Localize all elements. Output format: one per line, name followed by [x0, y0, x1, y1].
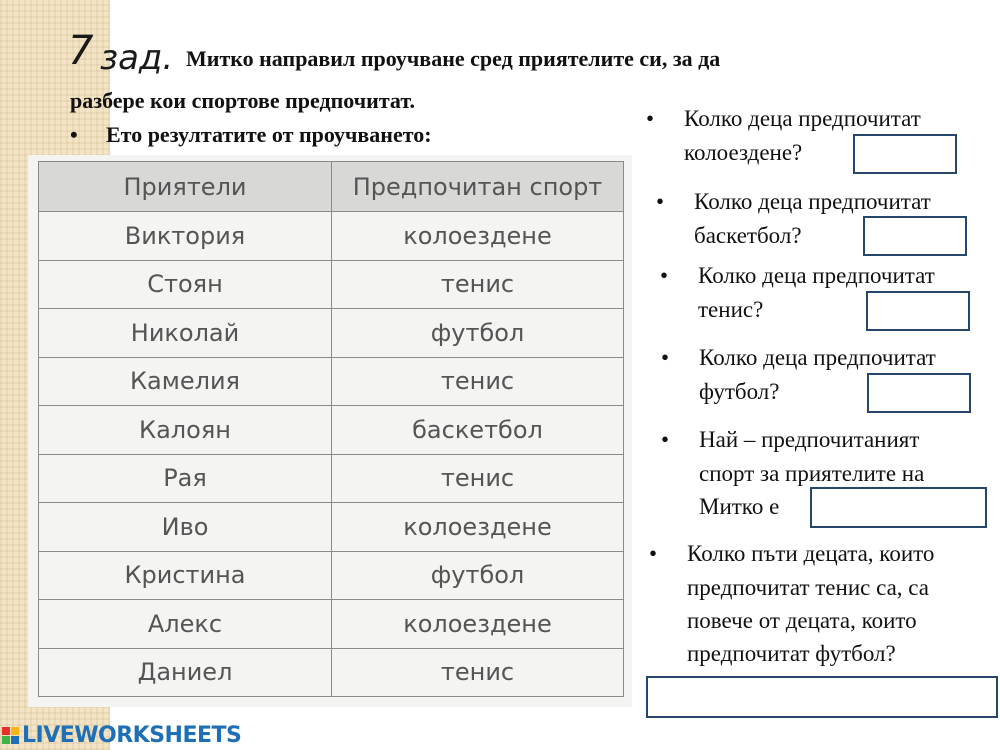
task-number: 7: [68, 28, 95, 74]
friend-name: Рая: [39, 454, 332, 503]
question-line: предпочитат футбол?: [687, 641, 896, 666]
answer-input-tennis-vs-football[interactable]: [646, 676, 998, 718]
friend-name: Кристина: [39, 551, 332, 600]
logo-text: LIVEWORKSHEETS: [22, 722, 242, 748]
bullet-icon: •: [660, 263, 669, 288]
bullet-icon: •: [656, 189, 665, 214]
friend-sport: футбол: [332, 551, 624, 600]
question-line: Колко деца предпочитат: [699, 345, 936, 370]
friend-name: Николай: [39, 309, 332, 358]
friend-sport: тенис: [332, 260, 624, 309]
table-row: [39, 212, 624, 261]
friend-name: Калоян: [39, 406, 332, 455]
question-line: Най – предпочитаният: [699, 427, 920, 452]
question-line: предпочитат тенис са, са: [687, 575, 929, 600]
intro-line-2: разбере кои спортове предпочитат.: [70, 88, 415, 113]
bullet-icon: •: [649, 541, 658, 566]
logo-square: [2, 727, 10, 735]
liveworksheets-logo: [2, 722, 241, 748]
logo-square: [2, 736, 10, 744]
friend-name: Виктория: [39, 212, 332, 261]
friend-sport: колоездене: [332, 503, 624, 552]
table-row: [39, 600, 624, 649]
answer-input-cycling[interactable]: [853, 134, 957, 174]
column-header-sport: Предпочитан спорт: [332, 162, 624, 212]
question-line: тенис?: [698, 297, 764, 322]
table-row: [39, 406, 624, 455]
friend-name: Алекс: [39, 600, 332, 649]
intro-line-1: Митко направил проучване сред приятелите си, за да: [186, 46, 721, 71]
friend-name: Иво: [39, 503, 332, 552]
table-row: [39, 648, 624, 697]
answer-input-tennis[interactable]: [866, 291, 970, 331]
question-line: футбол?: [699, 379, 780, 404]
question-line: колоездене?: [684, 140, 803, 165]
logo-mark-icon: [2, 727, 19, 744]
friend-sport: футбол: [332, 309, 624, 358]
logo-square: [11, 736, 19, 744]
table-row: [39, 503, 624, 552]
question-line: Колко деца предпочитат: [694, 189, 931, 214]
intro-line-3-text: Ето резултатите от проучването:: [106, 122, 432, 147]
friend-sport: баскетбол: [332, 406, 624, 455]
table-row: [39, 357, 624, 406]
bullet-icon: •: [646, 106, 655, 131]
survey-table: [38, 161, 624, 697]
question-line: Митко е: [699, 494, 780, 519]
bullet-icon: •: [661, 427, 670, 452]
friend-sport: тенис: [332, 648, 624, 697]
intro-line-3: [70, 122, 432, 148]
friend-sport: колоездене: [332, 212, 624, 261]
bullet-icon: •: [661, 345, 670, 370]
table-row: [39, 551, 624, 600]
question-line: Колко деца предпочитат: [698, 263, 935, 288]
friend-name: Стоян: [39, 260, 332, 309]
column-header-friends: Приятели: [39, 162, 332, 212]
bullet-icon: •: [70, 122, 78, 147]
table-row: [39, 260, 624, 309]
table-header-row: [39, 162, 624, 212]
table-row: [39, 454, 624, 503]
table-row: [39, 309, 624, 358]
question-line: повече от децата, които: [687, 608, 917, 633]
logo-square: [11, 727, 19, 735]
question-line: Колко деца предпочитат: [684, 106, 921, 131]
question-line: баскетбол?: [694, 223, 802, 248]
survey-table-image: [28, 155, 632, 707]
friend-name: Камелия: [39, 357, 332, 406]
answer-input-football[interactable]: [867, 373, 971, 413]
answer-input-basketball[interactable]: [863, 216, 967, 256]
answer-input-favorite-sport[interactable]: [810, 487, 987, 528]
friend-sport: тенис: [332, 454, 624, 503]
friend-name: Даниел: [39, 648, 332, 697]
friend-sport: колоездене: [332, 600, 624, 649]
question-line: спорт за приятелите на: [699, 461, 925, 486]
friend-sport: тенис: [332, 357, 624, 406]
task-label: зад .: [100, 38, 173, 78]
question-line: Колко пъти децата, които: [687, 541, 935, 566]
